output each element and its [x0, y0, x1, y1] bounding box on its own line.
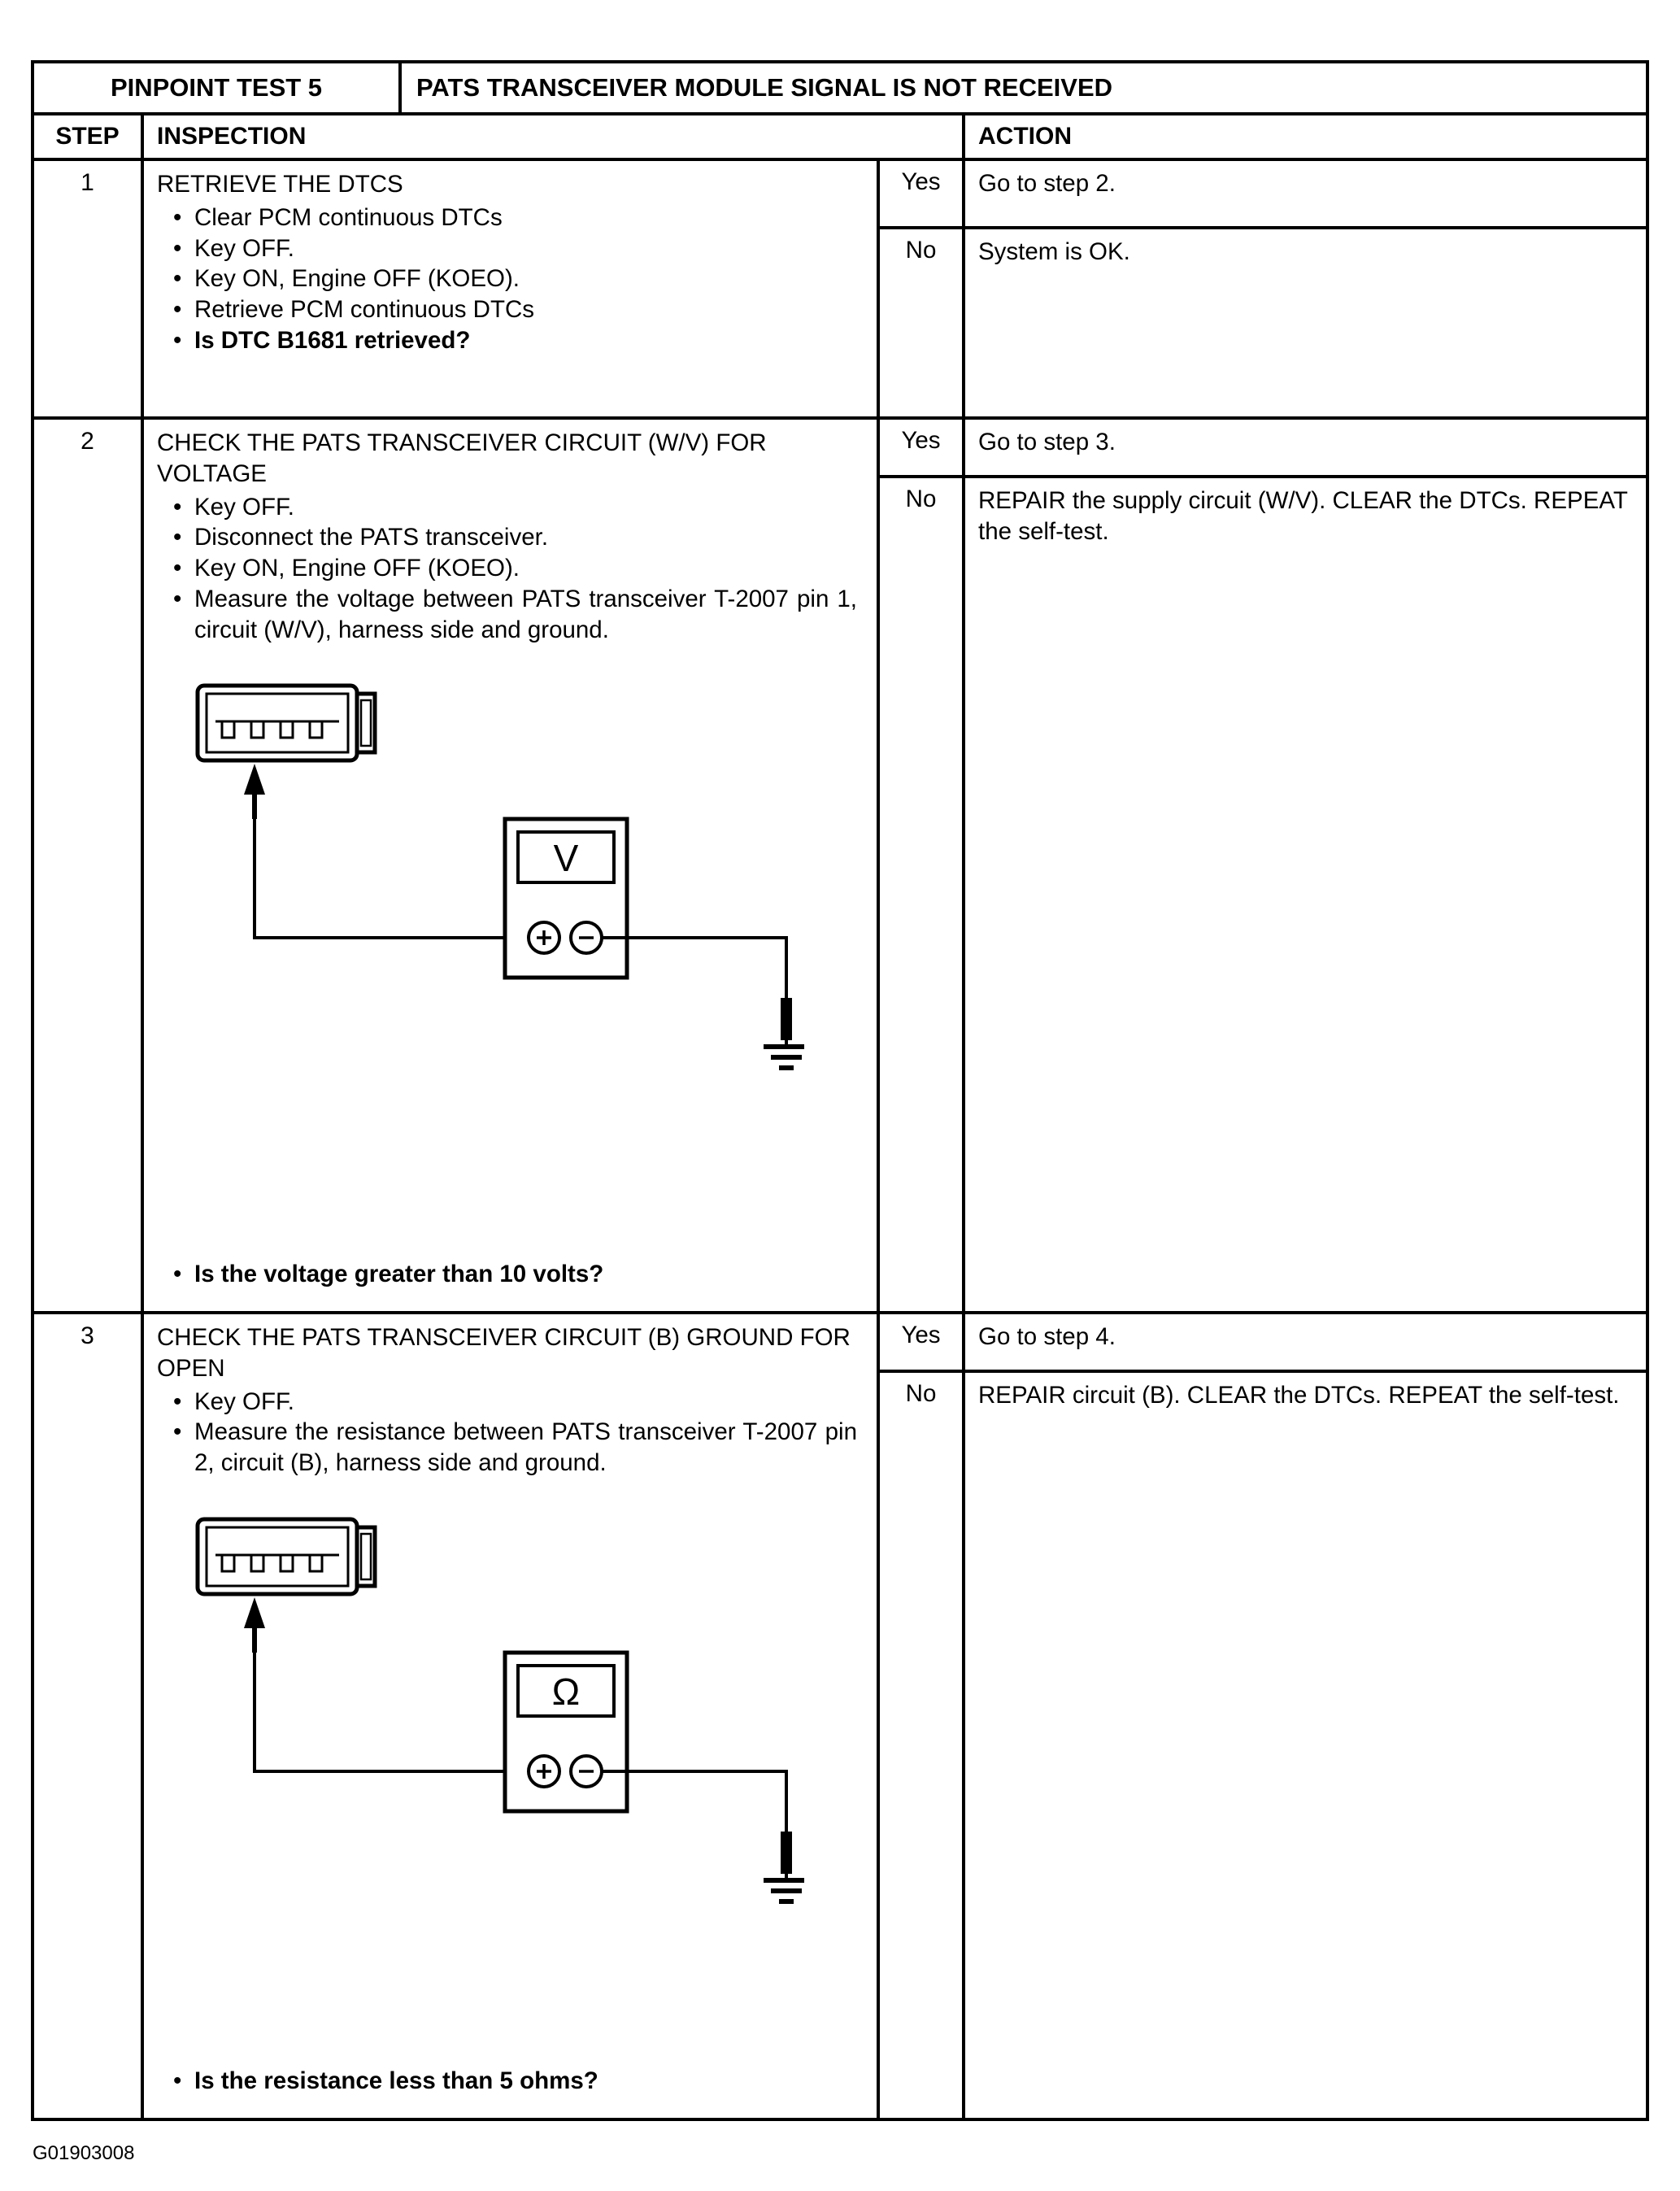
multimeter-icon: [505, 1653, 627, 1811]
inspection-title: CHECK THE PATS TRANSCEIVER CIRCUIT (B) GROUND FOR OPEN: [157, 1324, 851, 1382]
bullet-dot: •: [173, 1387, 182, 1415]
figure-id: G01903008: [33, 2142, 135, 2164]
decision-cell: [880, 1314, 1646, 2118]
bullet-text: Retrieve PCM continuous DTCs: [194, 296, 535, 323]
bullet-dot: •: [173, 326, 182, 354]
pinpoint-test-table: [31, 60, 1649, 2121]
no-action: REPAIR the supply circuit (W/V). CLEAR the DTCs. REPEAT the self-test.: [978, 487, 1628, 545]
bullet-text: Measure the voltage between PATS transceiver T-2007 pin 1, circuit (W/V), harness side and ground.: [194, 585, 857, 643]
list-item: [157, 1387, 864, 1418]
bullet-dot: •: [173, 1261, 182, 1288]
column-header-step: STEP: [34, 115, 144, 158]
list-item: [157, 294, 864, 325]
bullet-text: Measure the resistance between PATS transceiver T-2007 pin 2, circuit (B), harness side and ground.: [194, 1418, 857, 1476]
bullet-dot: •: [173, 203, 182, 231]
bullet-dot: •: [173, 493, 182, 521]
no-label: No: [880, 478, 965, 1311]
test-lead-wire: [255, 817, 529, 938]
question-text: Is the resistance less than 5 ohms?: [194, 2067, 598, 2095]
list-item: [157, 1417, 864, 1479]
meter-display-symbol: Ω: [551, 1670, 581, 1713]
no-action: System is OK.: [978, 238, 1130, 265]
yes-row: [880, 161, 1646, 229]
inspection-question: [157, 1259, 864, 1290]
list-item: [157, 522, 864, 553]
question-text: Is DTC B1681 retrieved?: [194, 326, 471, 354]
connector-icon: [198, 686, 375, 760]
decision-cell: [880, 161, 1646, 416]
table-title-row: [34, 63, 1646, 115]
inspection-cell: [144, 420, 880, 1311]
list-item: [157, 233, 864, 264]
bullet-dot: •: [173, 234, 182, 262]
bullet-text: Key ON, Engine OFF (KOEO).: [194, 555, 520, 582]
pinpoint-test-title: PATS TRANSCEIVER MODULE SIGNAL IS NOT RECEIVED: [416, 73, 1113, 102]
meter-display-symbol: V: [553, 837, 579, 880]
bullet-dot: •: [173, 555, 182, 582]
yes-label: Yes: [880, 420, 965, 475]
test-lead-wire: [255, 1651, 529, 1771]
resistance-measurement-diagram: [186, 1513, 804, 1919]
ground-symbol-icon: [764, 998, 804, 1068]
bullet-text: Disconnect the PATS transceiver.: [194, 524, 549, 551]
yes-action: Go to step 4.: [978, 1323, 1116, 1350]
bullet-text: Key OFF.: [194, 1387, 294, 1415]
inspection-title: CHECK THE PATS TRANSCEIVER CIRCUIT (W/V) FOR VOLTAGE: [157, 429, 767, 487]
ground-lead-wire: [602, 938, 786, 1000]
inspection-question: [157, 2066, 864, 2097]
inspection-cell: [144, 1314, 880, 2118]
probe-arrow-icon: [244, 1597, 265, 1653]
no-row: [880, 478, 1646, 1311]
bullet-dot: •: [173, 265, 182, 293]
step-number: 1: [34, 161, 144, 416]
column-header-inspection: INSPECTION: [144, 115, 965, 158]
yes-row: [880, 420, 1646, 478]
step-row-2: [34, 420, 1646, 1314]
bullet-text: Key OFF.: [194, 234, 294, 262]
bullet-dot: •: [173, 1418, 182, 1446]
list-item: [157, 553, 864, 584]
yes-action: Go to step 2.: [978, 170, 1116, 197]
pinpoint-test-label: PINPOINT TEST 5: [34, 63, 402, 112]
probe-arrow-icon: [244, 764, 265, 819]
plus-terminal-icon: [529, 922, 559, 953]
inspection-question: [157, 325, 864, 356]
bullet-text: Key OFF.: [194, 493, 294, 521]
column-header-row: [34, 115, 1646, 161]
step-row-1: [34, 161, 1646, 420]
list-item: [157, 492, 864, 523]
no-row: [880, 1373, 1646, 2118]
plus-terminal-icon: [529, 1756, 559, 1787]
yes-label: Yes: [880, 1314, 965, 1370]
ground-symbol-icon: [764, 1832, 804, 1901]
bullet-text: Clear PCM continuous DTCs: [194, 203, 503, 231]
list-item: [157, 203, 864, 233]
minus-terminal-icon: [571, 1756, 602, 1787]
no-action: REPAIR circuit (B). CLEAR the DTCs. REPEAT the self-test.: [978, 1382, 1620, 1409]
ground-lead-wire: [602, 1771, 786, 1833]
no-label: No: [880, 229, 965, 416]
step-number: 3: [34, 1314, 144, 2118]
bullet-dot: •: [173, 2067, 182, 2095]
minus-terminal-icon: [571, 922, 602, 953]
multimeter-icon: [505, 819, 627, 978]
step-number: 2: [34, 420, 144, 1311]
inspection-cell: [144, 161, 880, 416]
yes-action: Go to step 3.: [978, 429, 1116, 455]
bullet-dot: •: [173, 524, 182, 551]
column-header-action: ACTION: [978, 123, 1072, 150]
connector-icon: [198, 1519, 375, 1594]
list-item: [157, 264, 864, 294]
yes-label: Yes: [880, 161, 965, 226]
decision-cell: [880, 420, 1646, 1311]
voltage-measurement-diagram: [186, 679, 804, 1086]
bullet-dot: •: [173, 296, 182, 323]
question-text: Is the voltage greater than 10 volts?: [194, 1261, 604, 1288]
bullet-text: Key ON, Engine OFF (KOEO).: [194, 265, 520, 293]
bullet-dot: •: [173, 585, 182, 612]
no-label: No: [880, 1373, 965, 2118]
list-item: [157, 584, 864, 646]
no-row: [880, 229, 1646, 416]
inspection-title: RETRIEVE THE DTCS: [157, 171, 403, 198]
step-row-3: [34, 1314, 1646, 2118]
yes-row: [880, 1314, 1646, 1373]
